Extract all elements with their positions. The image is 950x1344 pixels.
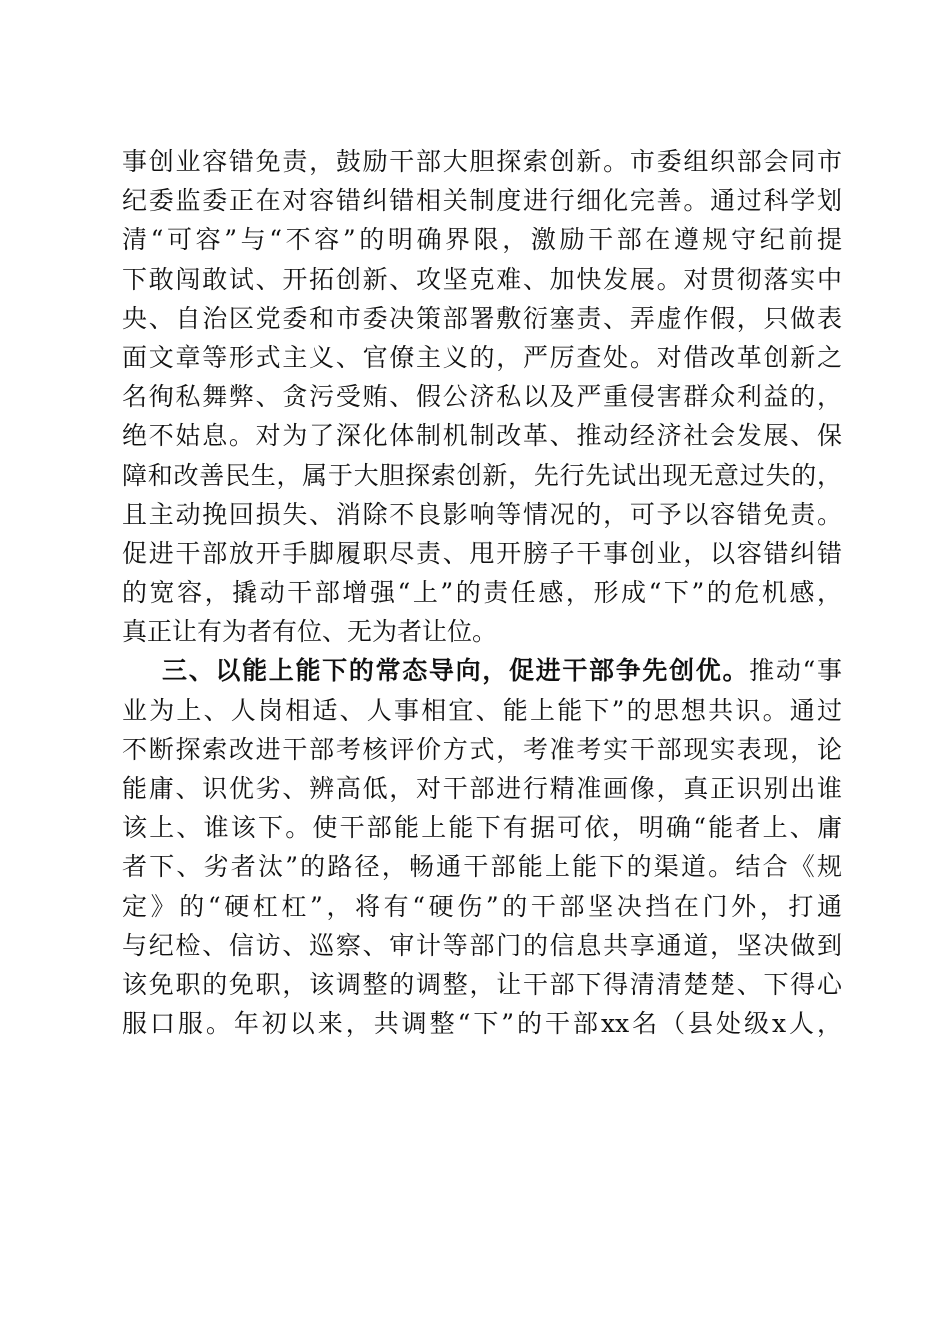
paragraph-1 xyxy=(122,142,842,651)
paragraph-2 xyxy=(122,651,842,1043)
section-heading: 三、以能上能下的常态导向，促进干部争先创优。 xyxy=(162,656,750,686)
paragraph-line-rest: 推动“事 xyxy=(749,656,842,686)
paragraph-line: 障和改善民生，属于大胆探索创新，先行先试出现无意过失的， xyxy=(122,460,842,490)
paragraph-line: 能庸、识优劣、辨高低，对干部进行精准画像，真正识别出谁 xyxy=(122,774,842,803)
paragraph-line: 定》的“硬杠杠”，将有“硬伤”的干部坚决挡在门外，打通 xyxy=(122,891,842,921)
paragraph-line: 事创业容错免责，鼓励干部大胆探索创新。市委组织部会同市 xyxy=(122,147,842,176)
paragraph-line: 纪委监委正在对容错纠错相关制度进行细化完善。通过科学划 xyxy=(122,186,842,216)
paragraph-line: 名徇私舞弊、贪污受贿、假公济私以及严重侵害群众利益的， xyxy=(122,382,842,412)
paragraph-line: 真正让有为者有位、无为者让位。 xyxy=(122,617,498,647)
paragraph-line: 的宽容，撬动干部增强“上”的责任感，形成“下”的危机感， xyxy=(122,578,842,608)
paragraph-line: 该上、谁该下。使干部能上能下有据可依，明确“能者上、庸 xyxy=(122,813,842,843)
paragraph-first-line xyxy=(122,651,842,690)
paragraph-line: 促进干部放开手脚履职尽责、甩开膀子干事创业，以容错纠错 xyxy=(122,538,842,568)
paragraph-line: 不断探索改进干部考核评价方式，考准考实干部现实表现，论 xyxy=(122,734,842,764)
paragraph-line: 下敢闯敢试、开拓创新、攻坚克难、加快发展。对贯彻落实中 xyxy=(122,264,842,294)
paragraph-line: 且主动挽回损失、消除不良影响等情况的，可予以容错免责。 xyxy=(122,499,842,529)
paragraph-line: 者下、劣者汰”的路径，畅通干部能上能下的渠道。结合《规 xyxy=(122,852,842,882)
paragraph-line: 服口服。年初以来，共调整“下”的干部xx名（县处级x人， xyxy=(122,1009,842,1039)
paragraph-line: 面文章等形式主义、官僚主义的，严厉查处。对借改革创新之 xyxy=(122,342,842,372)
paragraph-line: 该免职的免职，该调整的调整，让干部下得清清楚楚、下得心 xyxy=(122,969,842,999)
paragraph-line: 清“可容”与“不容”的明确界限，激励干部在遵规守纪前提 xyxy=(122,225,842,255)
paragraph-line: 央、自治区党委和市委决策部署敷衍塞责、弄虚作假，只做表 xyxy=(122,303,842,333)
paragraph-line: 业为上、人岗相适、人事相宜、能上能下”的思想共识。通过 xyxy=(122,695,842,725)
paragraph-line: 绝不姑息。对为了深化体制机制改革、推动经济社会发展、保 xyxy=(122,421,842,451)
document-body xyxy=(122,142,842,1043)
paragraph-line: 与纪检、信访、巡察、审计等部门的信息共享通道，坚决做到 xyxy=(122,930,842,960)
